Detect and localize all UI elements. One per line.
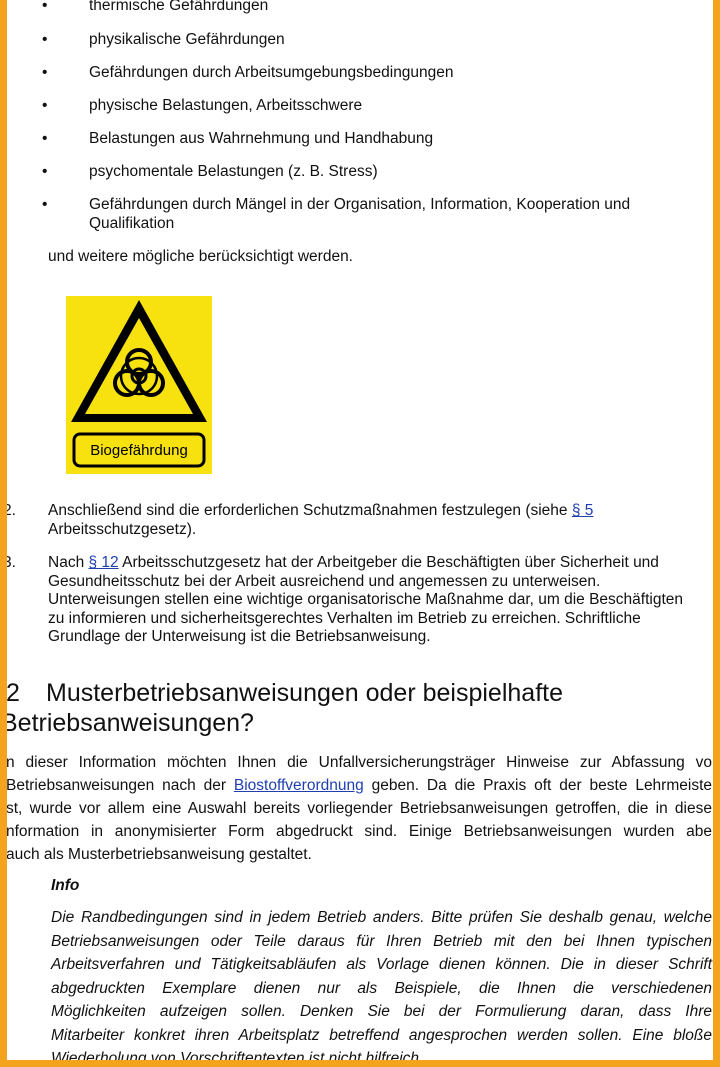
step-number: 3. <box>3 554 16 571</box>
paragraph-line: st, wurde vor allem eine Auswahl bereits vorliegender Betriebsanweisungen getroffen, die in diese <box>6 800 712 817</box>
info-line: Arbeitsverfahren und Tätigkeitsabläufen als Vorlage dienen können. Die in dieser Schrift <box>51 956 712 973</box>
info-line: Die Randbedingungen sind in jedem Betrieb anders. Bitte prüfen Sie deshalb genau, welche <box>51 909 712 926</box>
biohazard-warning-sign <box>66 296 212 474</box>
bullet-marker: • <box>42 97 48 114</box>
info-title: Info <box>51 877 80 894</box>
bullet-marker: • <box>42 31 48 48</box>
step-text-run: Grundlage der Unterweisung ist die Betriebsanweisung. <box>48 628 431 645</box>
link-paragraph-12[interactable]: § 12 <box>88 554 119 571</box>
paragraph-run: Betriebsanweisungen nach der <box>6 777 234 794</box>
info-line: abgedruckten Exemplare dienen nur als Beispiele, die Ihnen die verschiedenen <box>51 979 712 997</box>
info-line: Betriebsanweisungen oder Teile daraus für Ihren Betrieb mit den bei Ihnen typischen <box>51 932 712 950</box>
bullet-marker: • <box>42 130 48 147</box>
list-item-text <box>89 196 679 233</box>
list-item-text: physikalische Gefährdungen <box>89 31 285 48</box>
list-closing-text: und weitere mögliche berücksichtigt werden. <box>48 248 353 265</box>
step-2-text <box>48 502 716 539</box>
step-3-text <box>48 554 716 647</box>
info-line: Mitarbeiter konkret ihren Arbeitsplatz betreffend angesprochen werden sollen. Eine bloße <box>51 1026 712 1044</box>
list-item-line: Qualifikation <box>89 214 175 232</box>
intro-paragraph <box>6 751 712 866</box>
info-text <box>51 906 712 1067</box>
bullet-marker: • <box>42 64 48 81</box>
step-text-run: Unterweisungen stellen eine wichtige organisatorische Maßnahme dar, um die Beschäftigten <box>48 591 683 608</box>
section-heading <box>6 678 563 708</box>
bullet-marker: • <box>42 163 48 180</box>
section-title-line: Musterbetriebsanweisungen oder beispielhafte <box>46 679 563 707</box>
step-text-run: Gesundheitsschutz bei der Arbeit ausreichend und angemessen zu unterweisen. <box>48 572 601 590</box>
link-biostoffverordnung[interactable]: Biostoffverordnung <box>233 777 364 794</box>
paragraph-line: n dieser Information möchten Ihnen die Unfallversicherungsträger Hinweise zur Abfassung vo <box>6 754 712 771</box>
list-item-text: thermische Gefährdungen <box>89 0 269 14</box>
sign-label: Biogefährdung <box>90 442 188 459</box>
step-text-run: Arbeitsschutzgesetz). <box>48 520 197 538</box>
list-item-text: physische Belastungen, Arbeitsschwere <box>89 97 363 114</box>
paragraph-line: auch als Musterbetriebsanweisung gestaltet. <box>6 846 312 863</box>
step-text-run: zu informieren und sicherheitsgerechtes Verhalten im Betrieb zu erreichen. Schriftliche <box>48 609 641 627</box>
step-text-run: Arbeitsschutzgesetz hat der Arbeitgeber die Beschäftigten über Sicherheit und <box>118 554 659 571</box>
info-line: Wiederholung von Vorschriftentexten ist nicht hilfreich. <box>51 1050 424 1067</box>
paragraph-run: geben. Da die Praxis oft der beste Lehrmeiste <box>363 777 712 794</box>
section-number: 2 <box>6 679 20 707</box>
list-item-text: Belastungen aus Wahrnehmung und Handhabung <box>89 130 434 147</box>
step-text-run: Anschließend sind die erforderlichen Schutzmaßnahmen festzulegen (siehe <box>48 502 572 519</box>
link-paragraph-5[interactable]: § 5 <box>571 502 594 519</box>
list-item-line: Gefährdungen durch Mängel in der Organisation, Information, Kooperation und <box>89 196 631 213</box>
paragraph-line <box>6 774 712 797</box>
step-number: 2. <box>3 502 16 519</box>
step-text-run: Nach <box>48 554 89 571</box>
list-item-text: Gefährdungen durch Arbeitsumgebungsbedingungen <box>89 64 454 81</box>
bullet-marker: • <box>42 0 48 14</box>
bullet-marker: • <box>42 196 48 213</box>
section-heading-line-2: Betriebsanweisungen? <box>1 709 254 737</box>
paragraph-line: nformation in anonymisierter Form abgedruckt sind. Einige Betriebsanweisungen wurden abe <box>6 823 712 840</box>
info-line: Möglichkeiten aufzeigen sollen. Denken Sie bei der Formulierung daran, dass Ihre <box>51 1003 712 1020</box>
list-item-text: psychomentale Belastungen (z. B. Stress) <box>89 163 378 180</box>
